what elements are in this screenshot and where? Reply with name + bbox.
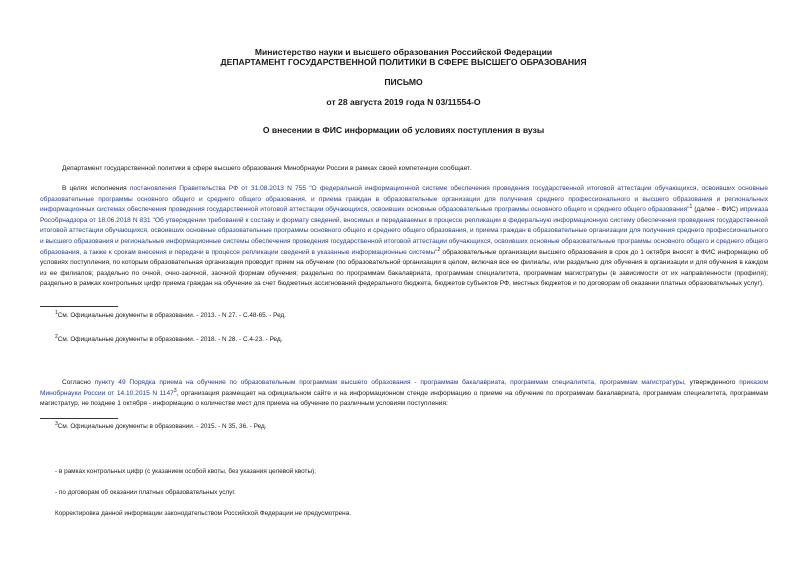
intro-paragraph: Департамент государственной политики в сфере высшего образования Минобрнауки России в рамках своей компетенции сообщает.: [62, 165, 472, 172]
para2-lead: Согласно: [62, 379, 95, 386]
para2-mid: , утвержденного: [683, 379, 740, 386]
department-title: ДЕПАРТАМЕНТ ГОСУДАРСТВЕННОЙ ПОЛИТИКИ В СФЕРЕ ВЫСШЕГО ОБРАЗОВАНИЯ: [220, 57, 587, 67]
footnote-1-mark: 1: [55, 309, 58, 316]
footnote-2-mark: 2: [55, 333, 58, 340]
paragraph-1: [40, 184, 768, 290]
footnote-2-text: См. Официальные документы в образовании. - 2018. - N 28. - С.4-23. - Ред.: [57, 336, 283, 343]
footnote-3-mark: 3: [55, 420, 58, 427]
link-government-decree-755[interactable]: постановления Правительства РФ от 31.08.2013 N 755 "О федеральной информационной системе обеспечения проведения государственной итоговой аттестации обучающихся, освоивших основные образовательные программы основного общего и среднего общего образования, и приема граждан в образовательные организации для получения среднего профессионального и высшего образования и региональных информационных системах обеспечения проведения государственной итоговой аттестации обучающихся, освоивших основные образовательные программы основного общего и среднего общего образования": [40, 185, 768, 214]
list-item: - по договорам об оказании платных образовательных услуг.: [55, 489, 236, 496]
list-item: - в рамках контрольных цифр (с указанием особой квоты, без указания целевой квоты);: [55, 468, 316, 475]
footnote-divider: [40, 306, 118, 307]
para1-mid: (далее - ФИС) и: [692, 206, 744, 214]
document-date-number: от 28 августа 2019 года N 03/11554-О: [326, 97, 481, 107]
para1-tail: образовательные организации высшего образования в срок до 1 октября вносят в ФИС информацию об условиях поступления, по которым образовательная организация проводит прием на обучение (по образовательной организации в целом, включая все ее филиалы, или раздельно для обучения в организации и для обучения в каждом из ее филиалов; раздельно по очной, очно-заочной, заочной формам обучения; раздельно по программам бакалавриата, программам специалитета, программам магистратуры (в зависимости от их направленности (профиля); раздельно в рамках контрольных цифр приема граждан на обучение за счет бюджетных ассигнований федерального бюджета, бюджетов субъектов РФ, местных бюджетов и по договорам об оказании платных образовательных услуг).: [40, 248, 768, 288]
footnote-3: [55, 420, 267, 430]
para1-lead: В целях исполнения: [62, 185, 130, 192]
footnote-divider-2: [40, 418, 118, 419]
paragraph-2: [40, 378, 768, 410]
link-minobrnauki-order-1147[interactable]: приказом Минобрнауки России от 14.10.2015 N 1147: [40, 379, 768, 397]
footnote-1: [55, 309, 287, 319]
document-type: ПИСЬМО: [384, 77, 423, 87]
footnote-1-text: См. Официальные документы в образовании. - 2013. - N 27. - С.48-65. - Ред.: [57, 312, 287, 319]
ministry-title: Министерство науки и высшего образования Российской Федерации: [254, 47, 553, 57]
footnote-2: [55, 333, 283, 343]
link-rosobrnadzor-order-831[interactable]: приказа Рособрнадзора от 18.06.2018 N 831 "Об утверждении требований к составу и формату сведений, вносимых и передаваемых в процессе репликации в федеральную информационную систему обеспечения проведения государственной итоговой аттестации обучающихся, освоивших основные образовательные программы основного общего и среднего общего образования, и приема граждан в образовательные организации для получения среднего профессионального и высшего образования и региональные информационные системы обеспечения проведения государственной итоговой аттестации обучающихся, освоивших основные образовательные программы основного общего и среднего общего образования, а также к срокам внесения и передачи в процессе репликации сведений в указанные информационные системы": [40, 206, 768, 256]
footnote-ref-3[interactable]: 3: [173, 387, 177, 394]
para2-tail: , организация размещает на официальном сайте и на информационном стенде информацию о приеме на обучение по программам бакалавриата, программам специалитета, программам магистратур, не позднее 1 октября - информацию о количестве мест для приема на обучение по различным условиям поступления:: [40, 389, 769, 408]
footnote-3-text: См. Официальные документы в образовании. - 2015. - N 35, 36. - Ред.: [57, 423, 267, 430]
footnote-ref-1[interactable]: 1: [689, 204, 693, 210]
document-subject: О внесении в ФИС информации об условиях поступления в вузы: [262, 125, 545, 135]
footnote-ref-2[interactable]: 2: [437, 246, 441, 253]
closing-paragraph: Корректировка данной информации законодательством Российской Федерации не предусмотрена.: [55, 510, 352, 517]
link-admission-procedure-item-49[interactable]: пункту 49 Порядка приема на обучение по образовательным программам высшего образования - программам бакалавриата, программам специалитета, программам магистратуры: [94, 379, 684, 386]
